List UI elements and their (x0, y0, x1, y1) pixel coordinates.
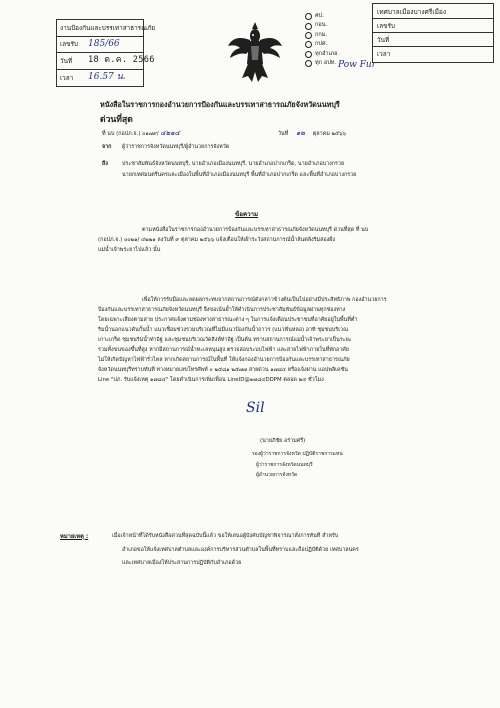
routing-item[interactable] (305, 21, 338, 30)
checkbox-icon[interactable] (305, 23, 312, 30)
signer-position: ผู้ว่าราชการจังหวัดนนทบุรี (256, 462, 313, 468)
stamp-left-value: 16.57 น. (88, 72, 126, 83)
document-date (278, 128, 346, 139)
routing-item-label: ทุก อปท. (315, 60, 337, 67)
routing-item-label: กปศ. (315, 41, 328, 48)
routing-item[interactable] (305, 40, 338, 49)
from-value: ผู้ว่าราชการจังหวัดนนทบุรี/ผู้อำนวยการจังหวัด (122, 144, 230, 150)
routing-item[interactable] (305, 12, 338, 21)
to-label: ถึง (102, 161, 108, 167)
stamp-left-label: วันที่ (60, 56, 73, 65)
routing-checklist (305, 12, 338, 68)
paragraph-1-line: (กอปภ.จ.) ๐๐๒๑/ ๔๒๒๑ ลงวันที่ ๙ ตุลาคม ๒๕๖๖ แจ้งเตือนให้เฝ้าระวังสถานการณ์น้ำล้นตลิ่งริมสองฝั่ง (98, 237, 336, 243)
paragraph-2-line: Line "ปภ. รับแจ้งเหตุ ๑๗๘๔" โดยดำเนินการเพิ่มเพื่อน LineID@๑๗๘๔DDPM ตลอด ๒๔ ชั่วโมง (98, 377, 324, 383)
paragraph-1-line: ตามหนังสือในราชการกองอำนวยการป้องกันและบรรเทาสาธารณภัยจังหวัดนนทบุรี ด่วนที่สุด ที่ นบ (142, 227, 369, 233)
to-line: ประชาสัมพันธ์จังหวัดนนทบุรี, นายอำเภอเมืองนนทบุรี, นายอำเภอปากเกร็ด, นายอำเภอบางกรวย (122, 161, 345, 167)
receiving-stamp-left (56, 19, 156, 87)
receiving-stamp-right (372, 3, 494, 63)
to-line: นายกเทศมนตรีนครและเมืองในพื้นที่อำเภอเมืองนนทบุรี พื้นที่อำเภอปากเกร็ด และพื้นที่อำเภอบางกรวย (122, 172, 357, 178)
stamp-right-row (373, 33, 493, 47)
stamp-right-label: วันที่ (377, 35, 390, 44)
handwritten-signature: Sil (246, 400, 265, 416)
stamp-left-value: 185/66 (88, 38, 120, 49)
from-label: จาก (102, 144, 112, 150)
stamp-left-label: งานป้องกันและบรรเทาสาธารณภัย (60, 23, 156, 32)
routing-item-label: ศป. (315, 13, 324, 19)
paragraph-2-line: เพื่อให้การรับมือและลดผลกระทบจากสถานการณ์ดังกล่าวข้างต้นเป็นไปอย่างมีประสิทธิภาพ กองอำนวยการ (142, 297, 387, 303)
stamp-left-label: เลขรับ (60, 40, 78, 49)
document-title: หนังสือในราชการกองอำนวยการป้องกันและบรรเทาสาธารณภัยจังหวัดนนทบุรี (100, 100, 340, 109)
routing-item-label: ทุกอำเภอ (315, 50, 338, 57)
routing-item-label: กกม. (315, 31, 328, 38)
checkbox-icon[interactable] (305, 32, 312, 39)
document-number-label: ที่ นบ (กอปภ.จ.) ๐๑๗๙/ (102, 131, 159, 137)
paragraph-2-line: จังหวัดนนทบุรีทราบทันที ทางหมายเลขโทรศัพท์ ๐ ๒๕๘๑ ๒๕๗๗ สายด่วน ๑๗๘๔ หรือแจ้งผ่าน แอปพลิเคชัน (98, 367, 348, 373)
routing-item[interactable] (305, 59, 338, 68)
remark-line: เมื่อเจ้าหน้าที่ได้รับหนังสือด่วนที่สุดฉบับนี้แล้ว ขอให้เสนอผู้บังคับบัญชาพิจารณาสั่งการทันที สำหรับ (112, 533, 339, 539)
date-label: วันที่ (278, 131, 289, 137)
paragraph-2-line: โดยเฉพาะเสียงตามสาย ประกาศแจ้งตามช่องทางสาธารณะต่าง ๆ ในการแจ้งเตือนประชาชนที่อาศัยอยู่ในพื้นที่ต่ำ (98, 317, 358, 323)
stamp-left-row (57, 53, 155, 70)
routing-item-label: กอน. (315, 22, 328, 29)
signer-position: รองผู้ว่าราชการจังหวัด ปฏิบัติราชการแทน (252, 451, 343, 457)
date-month-year: ตุลาคม ๒๕๖๖ (312, 131, 346, 137)
stamp-right-row (373, 47, 493, 60)
routing-item[interactable] (305, 50, 338, 59)
signer-name: (นายภิชัย อร่ามศรี) (260, 438, 306, 444)
paragraph-1-line: แม่น้ำเจ้าพระยาไปแล้ว นั้น (98, 247, 161, 253)
stamp-right-label: เลขรับ (377, 21, 395, 30)
remark-line: และเทศบาลเมืองให้ประสานการปฏิบัติกับอำเภอด้วย (122, 560, 242, 566)
stamp-right-row (373, 4, 493, 19)
document-number-value: ๔๒๑๔ (160, 129, 180, 137)
stamp-right-row (373, 19, 493, 33)
paragraph-2-line: ไม่ให้เกิดปัญหาไฟฟ้ารั่วไหล หากเกิดสถานการณ์ในพื้นที่ ให้แจ้งกองอำนวยการป้องกันและบรรเทาสาธารณภัย (98, 357, 350, 363)
remark-label: หมายเหตุ : (60, 534, 89, 540)
paragraph-2-line: เกาะเกร็ด ชุมชนริมน้ำท่าอิฐ และชุมชนบริเวณวัดสิงห์ท่าอิฐ เป็นต้น ทราบสถานการณ์แม่น้ำเจ้าพระยาเป็นระยะ (98, 337, 352, 343)
stamp-right-label: เวลา (377, 49, 391, 58)
checkbox-icon[interactable] (305, 60, 312, 67)
stamp-left-row (57, 37, 143, 54)
date-day: ๑๒ (295, 129, 306, 137)
document-number (102, 128, 180, 139)
signer-position: ผู้อำนวยการจังหวัด (256, 472, 298, 478)
routing-item[interactable] (305, 31, 338, 40)
paragraph-2-line: ป้องกันและบรรเทาสาธารณภัยจังหวัดนนทบุรี จึงขอเน้นย้ำให้ดำเนินการประชาสัมพันธ์ข้อมูลผ่านทุกช่องทาง (98, 307, 346, 313)
checkbox-icon[interactable] (305, 13, 312, 20)
stamp-right-label: เทศบาลเมืองบางศรีเมือง (377, 7, 447, 16)
stamp-left-value: 18 ต.ค. 2566 (88, 55, 155, 66)
urgency-label: ด่วนที่สุด (100, 115, 133, 125)
paragraph-2-line: รวมทั้งขนของขึ้นที่สูง หากมีสถานการณ์น้ำทะเลหนุนสูง ตรวจสอบระบบไฟฟ้า และสายไฟฟ้าภายในที่พักอาศัย (98, 347, 349, 353)
section-title: ข้อความ (235, 211, 259, 218)
routing-signature: Pow Fur (338, 60, 377, 70)
remark-line: อำเภอขอให้แจ้งเทศบาลตำบลและองค์การบริหารส่วนตำบลในพื้นที่ทราบและถือปฏิบัติด้วย เทศบาลนคร (122, 547, 359, 553)
paragraph-2-line: ริมน้ำนอกแนวคันกั้นน้ำ แนวเชื่อมช่วงรวมบริเวณที่ไม่มีแนวป้องกันน้ำถาวร (แนวฟันหลอ) อาทิ ชุมชนบริเวณ (98, 327, 349, 333)
stamp-left-row (57, 20, 156, 37)
stamp-left-label: เวลา (60, 73, 74, 82)
checkbox-icon[interactable] (305, 51, 312, 58)
checkbox-icon[interactable] (305, 41, 312, 48)
garuda-emblem-icon (226, 20, 284, 86)
stamp-left-row (57, 70, 143, 87)
